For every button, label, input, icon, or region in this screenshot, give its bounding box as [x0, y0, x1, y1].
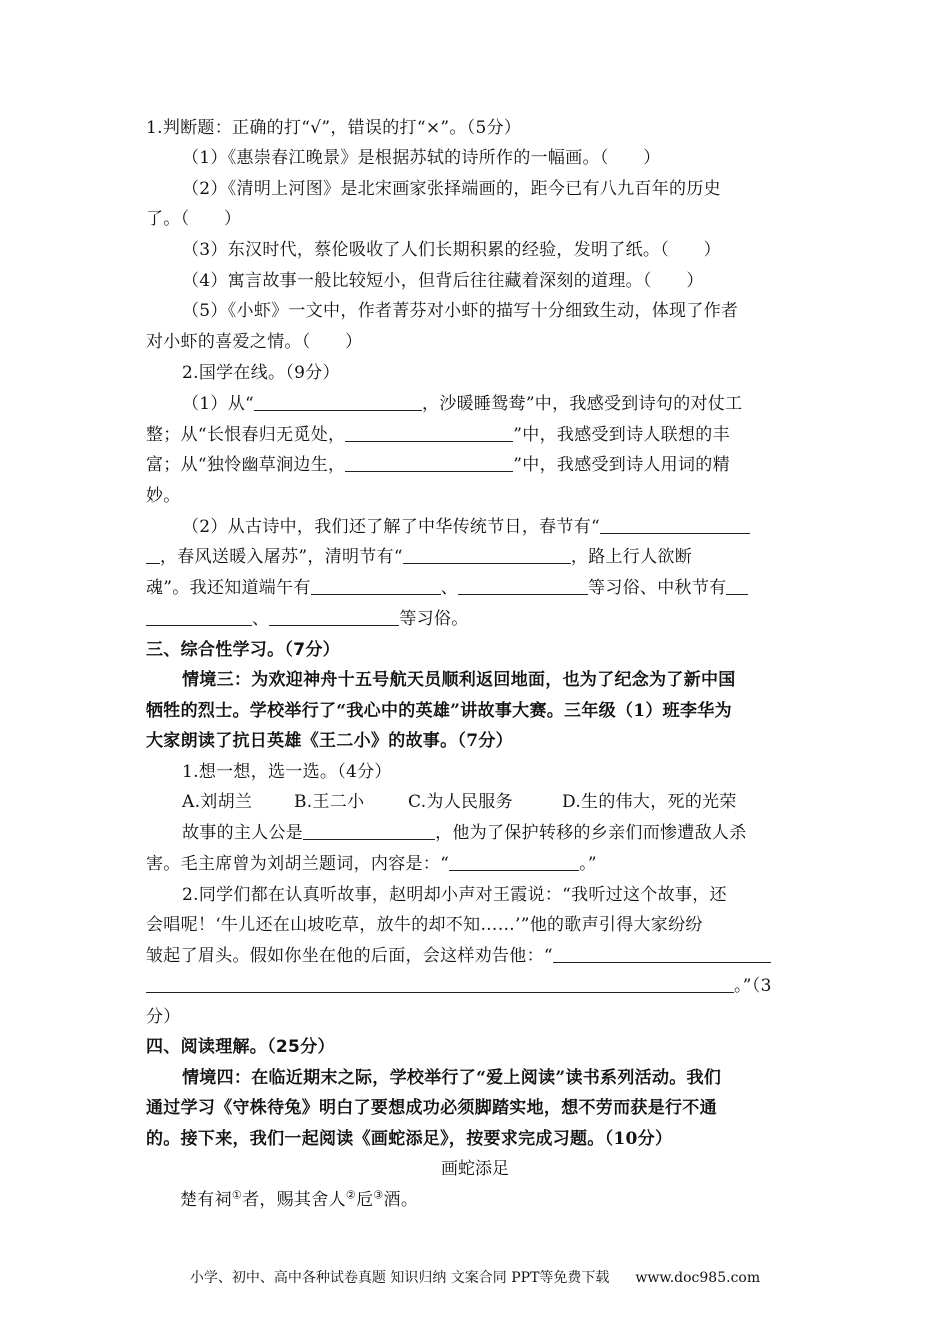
scenario-3-line3: 大家朗读了抗日英雄《王二小》的故事。（7分） — [146, 731, 513, 751]
judge-item-4: （4）寓言故事一般比较短小，但背后往往藏着深刻的道理。（ ） — [182, 271, 704, 291]
option-d: D.生的伟大，死的光荣 — [562, 792, 737, 812]
advice-question-line2: 会唱呢！‘牛儿还在山坡吃草，放牛的却不知……’”他的歌声引得大家纷纷 — [146, 915, 703, 935]
section-3-heading: 三、综合性学习。（7分） — [146, 640, 340, 660]
advice-question-line3: 皱起了眉头。假如你坐在他的后面，会这样劝告他：“ — [146, 945, 810, 967]
scenario-4-line2: 通过学习《守株待兔》明白了要想成功必须脚踏实地，想不劳而获是行不通 — [146, 1098, 717, 1118]
answer-blank[interactable] — [449, 854, 579, 871]
story-title: 画蛇添足 — [441, 1159, 509, 1179]
answer-blank[interactable] — [600, 517, 750, 534]
scenario-3-line2: 牺牲的烈士。学校举行了“我心中的英雄”讲故事大赛。三年级（1）班李华为 — [146, 701, 732, 721]
advice-question-line4: 。”（3 — [146, 975, 810, 997]
choice-options — [182, 791, 810, 813]
scenario-4-line1: 情境四：在临近期末之际，学校举行了“爱上阅读”读书系列活动。我们 — [182, 1068, 722, 1088]
page-footer — [0, 1268, 950, 1288]
answer-blank[interactable] — [345, 455, 513, 472]
judge-item-5: （5）《小虾》一文中，作者菁芬对小虾的描写十分细致生动，体现了作者 — [182, 301, 739, 321]
guoxue-item-2-line2: ，春风送暖入屠苏”，清明节有“ ，路上行人欲断 — [146, 546, 810, 568]
section-4-heading: 四、阅读理解。（25分） — [146, 1037, 335, 1057]
guoxue-header: 2.国学在线。（9分） — [182, 363, 340, 383]
answer-blank[interactable] — [403, 547, 571, 564]
scenario-4-line3: 的。接下来，我们一起阅读《画蛇添足》，按要求完成习题。（10分） — [146, 1129, 673, 1149]
guoxue-item-1-line2: 整；从“长恨春归无觅处， ”中，我感受到诗人联想的丰 — [146, 425, 730, 445]
guoxue-item-1-line4: 妙。 — [146, 486, 181, 506]
answer-blank[interactable] — [269, 609, 399, 626]
footer-url[interactable]: www.doc985.com — [635, 1270, 761, 1286]
choice-fill-line1: 故事的主人公是 ，他为了保护转移的乡亲们而惨遭敌人杀 — [182, 823, 747, 843]
judge-item-2: （2）《清明上河图》是北宋画家张择端画的，距今已有八九百年的历史 — [182, 179, 721, 199]
answer-blank[interactable] — [345, 425, 513, 442]
answer-blank[interactable] — [553, 946, 771, 963]
guoxue-item-1-line3: 富；从“独怜幽草涧边生， ”中，我感受到诗人用词的精 — [146, 455, 730, 475]
answer-blank[interactable] — [146, 547, 160, 564]
judge-item-2-cont: 了。（ ） — [146, 209, 242, 229]
advice-question-line1: 2.同学们都在认真听故事，赵明却小声对王霞说：“我听过这个故事，还 — [182, 885, 727, 905]
note-marker-1: ① — [231, 1188, 243, 1202]
answer-blank[interactable] — [726, 578, 748, 595]
answer-blank[interactable] — [311, 578, 441, 595]
judge-question-header: 1.判断题：正确的打“√”，错误的打“×”。（5分） — [146, 118, 522, 138]
option-c: C.为人民服务 — [408, 792, 513, 812]
choice-fill-line2: 害。毛主席曾为刘胡兰题词，内容是：“ 。” — [146, 854, 597, 874]
guoxue-item-2: （2）从古诗中，我们还了解了中华传统节日，春节有“ — [182, 516, 810, 538]
advice-question-line5: 分） — [146, 1007, 181, 1027]
story-paragraph-1: 楚有祠①者，赐其舍人②卮③酒。 — [180, 1188, 419, 1210]
note-marker-3: ③ — [373, 1188, 384, 1202]
guoxue-item-2-line3: 魂”。我还知道端午有 、 等习俗、中秋节有 — [146, 577, 810, 599]
note-marker-2: ② — [345, 1188, 357, 1202]
option-b: B.王二小 — [294, 792, 365, 812]
judge-item-1: （1）《惠崇春江晚景》是根据苏轼的诗所作的一幅画。（ ） — [182, 148, 661, 168]
footer-text: 小学、初中、高中各种试卷真题 知识归纳 文案合同 PPT等免费下载 — [189, 1270, 610, 1286]
option-a: A.刘胡兰 — [182, 792, 253, 812]
answer-blank[interactable] — [254, 394, 422, 411]
choice-question-header: 1.想一想，选一选。（4分） — [182, 762, 392, 782]
judge-item-5-cont: 对小虾的喜爱之情。（ ） — [146, 332, 363, 352]
answer-blank[interactable] — [303, 823, 435, 840]
guoxue-item-2-line4: 、 等习俗。 — [146, 608, 810, 630]
answer-blank[interactable] — [458, 578, 588, 595]
scenario-3-line1: 情境三：为欢迎神舟十五号航天员顺利返回地面，也为了纪念为了新中国 — [182, 670, 736, 690]
judge-item-3: （3）东汉时代，蔡伦吸收了人们长期积累的经验，发明了纸。（ ） — [182, 240, 721, 260]
answer-blank[interactable] — [146, 976, 734, 993]
answer-blank[interactable] — [146, 609, 252, 626]
guoxue-item-1: （1）从“ ，沙暖睡鸳鸯”中，我感受到诗句的对仗工 — [182, 394, 743, 414]
